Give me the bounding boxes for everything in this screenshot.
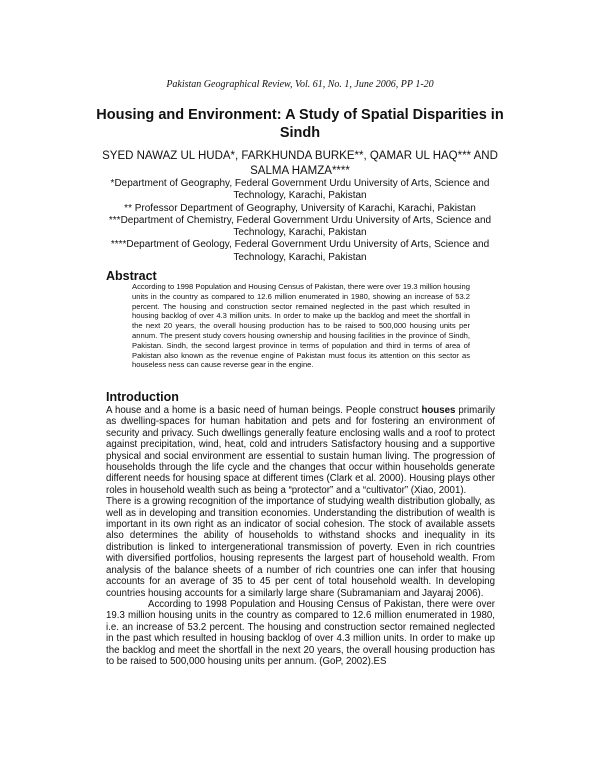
affiliation-4: ****Department of Geology, Federal Government Urdu University of Arts, Science and Technology, Karachi, Pakistan bbox=[110, 239, 490, 263]
introduction-heading: Introduction bbox=[106, 390, 179, 404]
affiliation-1: *Department of Geography, Federal Government Urdu University of Arts, Science and Technology, Karachi, Pakistan bbox=[110, 178, 490, 202]
intro-p1-text-a: A house and a home is a basic need of human beings. People construct bbox=[106, 405, 422, 416]
affiliation-2: ** Professor Department of Geography, University of Karachi, Karachi, Pakistan bbox=[124, 202, 476, 214]
abstract-heading: Abstract bbox=[106, 269, 157, 283]
affiliation-3: ***Department of Chemistry, Federal Government Urdu University of Arts, Science and Technology, Karachi, Pakistan bbox=[108, 214, 492, 239]
abstract-body: According to 1998 Population and Housing Census of Pakistan, there were over 19.3 million housing units in the country as compared to 12.6 million enumerated in 1980, showing an increase of 53.2 percent. The housing and construction sector remained neglected in the past which resulted in housing backlog of over 4.3 million units. In order to make up the backlog and meet the shortfall in the next 20 years, the overall housing production has to be raised to 500,000 housing units per annum. The present study covers housing ownership and housing facilities in the province of Sindh, Pakistan. Sindh, the second largest province in terms of population and third in terms of area of Pakistan also known as the revenue engine of Pakistan must focus its attention on this sector as houseless ness can cause reverse gear in the engine. bbox=[132, 282, 470, 370]
author-list: SYED NAWAZ UL HUDA*, FARKHUNDA BURKE**, QAMAR UL HAQ*** AND SALMA HAMZA**** bbox=[102, 150, 498, 177]
affiliations bbox=[100, 178, 500, 264]
journal-citation: Pakistan Geographical Review, Vol. 61, No. 1, June 2006, PP 1-20 bbox=[166, 79, 434, 90]
intro-p1-keyword: houses bbox=[421, 405, 456, 416]
paper-title: Housing and Environment: A Study of Spatial Disparities in Sindh bbox=[96, 107, 504, 141]
intro-paragraph-3: According to 1998 Population and Housing Census of Pakistan, there were over 19.3 million housing units in the country as compared to 12.6 million enumerated in 1980, i.e. an increase of 53.2 percent. The housing and construction sector remained neglected in the past which resulted in housing backlog of over 4.3 million units. In order to make up the backlog and meet the shortfall in the next 20 years, the overall housing production has to be raised to 500,000 housing units per annum. (GoP, 2002).ES bbox=[106, 598, 495, 667]
introduction-body bbox=[106, 405, 495, 667]
intro-paragraph-2: There is a growing recognition of the importance of studying wealth distribution globally, as well as in developing and transition economies. Understanding the distribution of wealth is important in its own right as an indicator of social cohesion. The stock of available assets also determines the ability of households to withstand shocks and inequality in its distribution is linked to intergenerational transmission of poverty. Even in rich countries with diversified portfolios, housing represents the largest part of household wealth. From analysis of the balance sheets of a number of rich countries one can infer that housing accounts for an average of 35 to 45 per cent of total household wealth. In developing countries housing accounts for a similarly large share (Subramaniam and Jayaraj 2006). bbox=[106, 496, 495, 599]
intro-paragraph-1 bbox=[106, 405, 495, 496]
intro-p1-text-b: primarily as dwelling-spaces for human habitation and pets and for fostering an environment of security and privacy. Such dwellings generally feature enclosing walls and a roof to protect against precipitation, wind, heat, cold and intruders Satisfactory housing and a supportive physical and social environment are essential to sustain human living. The progression of households through the life cycle and the changes that occur within households generate different needs for housing space at different times (Clark et al. 2000). Housing plays other roles in household wealth such as being a “protector” and a “cultivator” (Xiao, 2001). bbox=[106, 405, 495, 496]
